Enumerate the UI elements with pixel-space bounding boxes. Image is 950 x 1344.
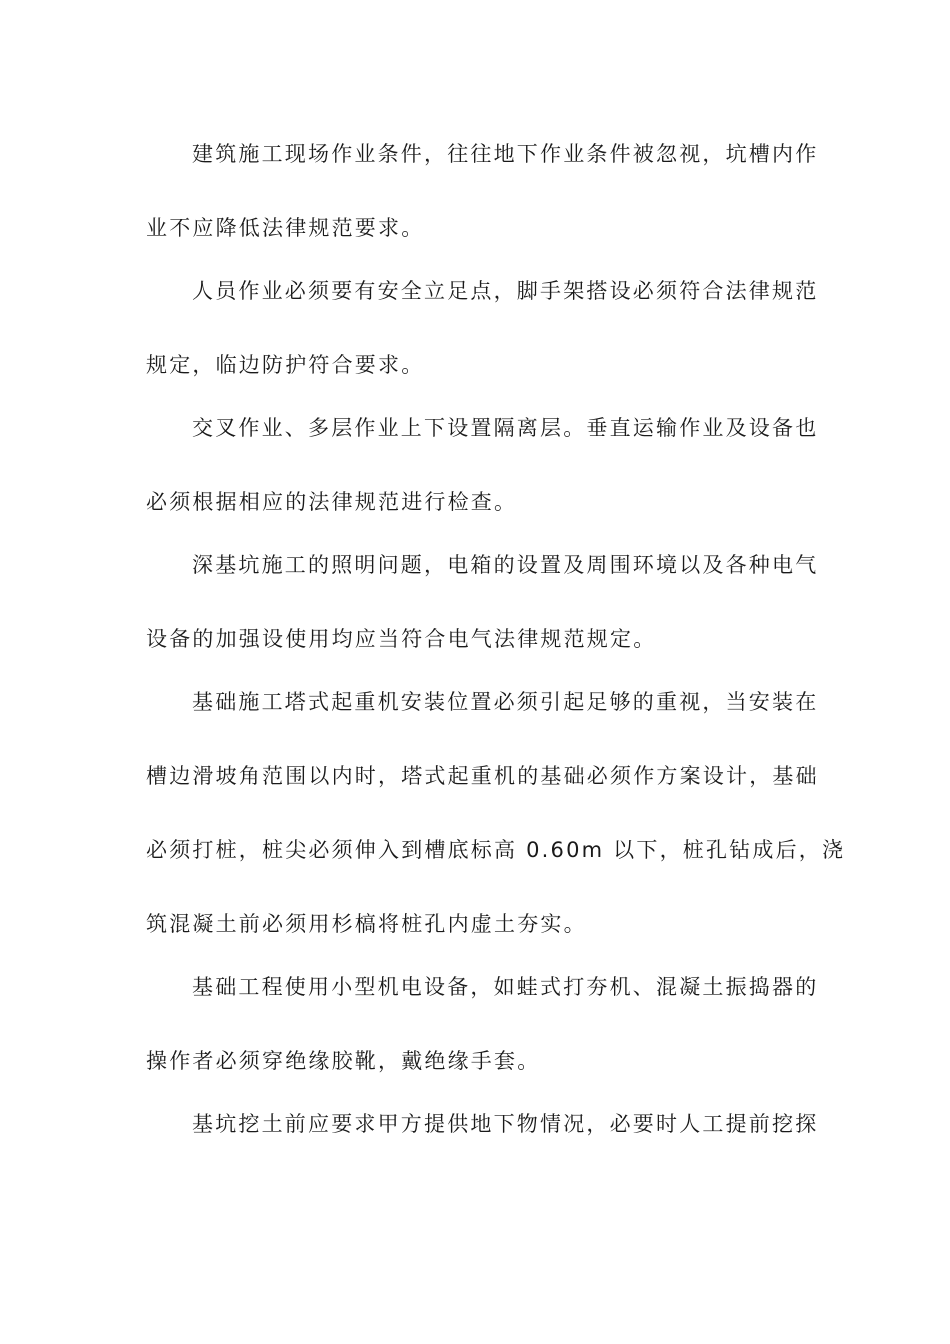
paragraph-line: 建筑施工现场作业条件，往往地下作业条件被忽视，坑槽内作 [192,142,819,166]
paragraph-line: 必须打桩，桩尖必须伸入到槽底标高 0.60m 以下，桩孔钻成后，浇 [146,838,846,862]
paragraph-line: 基坑挖土前应要求甲方提供地下物情况，必要时人工提前挖探 [192,1112,819,1136]
paragraph-line: 深基坑施工的照明问题，电箱的设置及周围环境以及各种电气 [192,553,819,577]
paragraph-line: 筑混凝土前必须用杉槁将桩孔内虚土夯实。 [146,912,587,936]
paragraph-line: 交叉作业、多层作业上下设置隔离层。垂直运输作业及设备也 [192,416,819,440]
paragraph-line: 规定，临边防护符合要求。 [146,353,425,377]
paragraph-line: 基础施工塔式起重机安装位置必须引起足够的重视，当安装在 [192,690,819,714]
paragraph-line: 必须根据相应的法律规范进行检查。 [146,490,518,514]
paragraph-line: 槽边滑坡角范围以内时，塔式起重机的基础必须作方案设计，基础 [146,764,819,788]
paragraph-line: 操作者必须穿绝缘胶靴，戴绝缘手套。 [146,1049,541,1073]
paragraph-line: 业不应降低法律规范要求。 [146,216,425,240]
paragraph-line: 人员作业必须要有安全立足点，脚手架搭设必须符合法律规范 [192,279,819,303]
paragraph-line: 设备的加强设使用均应当符合电气法律规范规定。 [146,627,657,651]
paragraph-line: 基础工程使用小型机电设备，如蛙式打夯机、混凝土振捣器的 [192,975,819,999]
